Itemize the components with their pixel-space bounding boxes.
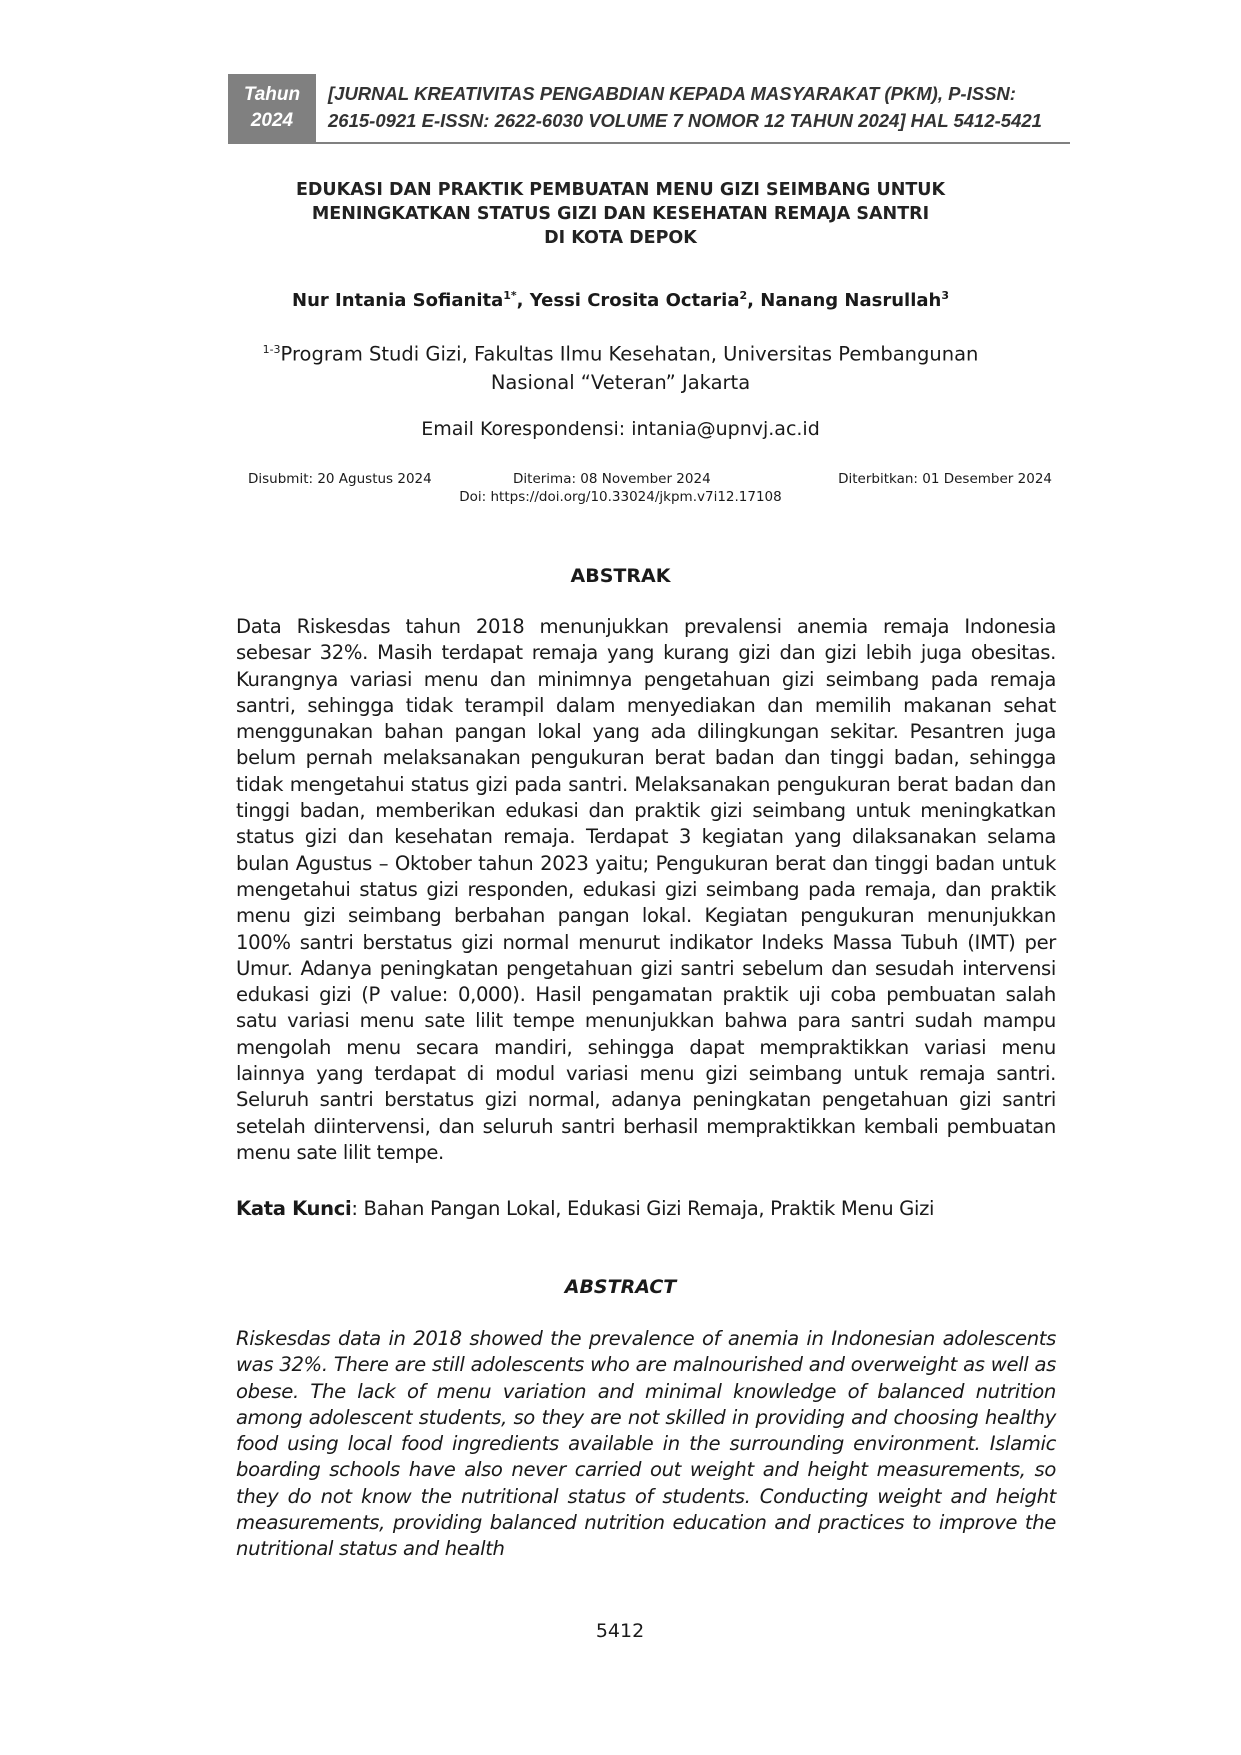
author-affiliation-mark: 3 bbox=[941, 289, 949, 302]
abstract-heading: ABSTRACT bbox=[564, 1276, 677, 1298]
year-label: Tahun bbox=[243, 84, 301, 105]
journal-citation-line-1: [JURNAL KREATIVITAS PENGABDIAN KEPADA MASYARAKAT (PKM), P-ISSN: bbox=[328, 83, 1016, 104]
abstrak-heading: ABSTRAK bbox=[570, 565, 671, 587]
abstrak-body: Data Riskesdas tahun 2018 menunjukkan prevalensi anemia remaja Indonesia sebesar 32%. Masih terdapat remaja yang kurang gizi dan gizi lebih juga obesitas. Kurangnya variasi menu dan minimnya pengetahuan gizi seimbang pada remaja santri, sehingga tidak terampil dalam menyediakan dan memilih makanan sehat menggunakan bahan pangan lokal yang ada dilingkungan sekitar. Pesantren juga belum pernah melaksanakan pengukuran berat badan dan tinggi badan, sehingga tidak mengetahui status gizi pada santri. Melaksanakan pengukuran berat badan dan tinggi badan, memberikan edukasi dan praktik gizi seimbang untuk meningkatkan status gizi dan kesehatan remaja. Terdapat 3 kegiatan yang dilaksanakan selama bulan Agustus – Oktober tahun 2023 yaitu; Pengukuran berat dan tinggi badan untuk mengetahui status gizi responden, edukasi gizi seimbang pada remaja, dan praktik menu gizi seimbang berbahan pangan lokal. Kegiatan pengukuran menunjukkan 100% santri berstatus gizi normal menurut indikator Indeks Massa Tubuh (IMT) per Umur. Adanya peningkatan pengetahuan gizi santri sebelum dan sesudah intervensi edukasi gizi (P value: 0,000). Hasil pengamatan praktik uji coba pembuatan salah satu variasi menu sate lilit tempe menunjukkan bahwa para santri sudah mampu mengolah menu secara mandiri, sehingga dapat mempraktikkan variasi menu lainnya yang terdapat di modul variasi menu gizi seimbang untuk remaja santri. Seluruh santri berstatus gizi normal, adanya peningkatan pengetahuan gizi santri setelah diintervensi, dan seluruh santri berhasil mempraktikkan kembali pembuatan menu sate lilit tempe. bbox=[236, 615, 1056, 1164]
affiliation-line-1: Program Studi Gizi, Fakultas Ilmu Kesehatan, Universitas Pembangunan bbox=[280, 342, 979, 366]
affiliation-line-2: Nasional “Veteran” Jakarta bbox=[490, 370, 751, 394]
author-name: Nanang Nasrullah bbox=[760, 290, 942, 311]
year-badge bbox=[228, 74, 316, 142]
author-separator: , bbox=[747, 290, 761, 311]
year-value: 2024 bbox=[250, 110, 294, 131]
submitted-date: Disubmit: 20 Agustus 2024 bbox=[248, 471, 432, 487]
keywords bbox=[236, 1196, 1056, 1222]
author-affiliation-mark: 2 bbox=[739, 289, 748, 302]
running-header bbox=[228, 74, 1070, 144]
paper-title-line-1: EDUKASI DAN PRAKTIK PEMBUATAN MENU GIZI SEIMBANG UNTUK bbox=[295, 180, 946, 200]
author-name: Nur Intania Sofianita bbox=[292, 290, 504, 311]
keywords-label: Kata Kunci bbox=[236, 1197, 352, 1220]
affiliation bbox=[240, 336, 1001, 397]
journal-citation bbox=[328, 80, 1070, 134]
accepted-date: Diterima: 08 November 2024 bbox=[513, 471, 711, 487]
correspondence-email: Email Korespondensi: intania@upnvj.ac.id bbox=[421, 418, 820, 440]
page-number: 5412 bbox=[595, 1620, 645, 1642]
keywords-text: Bahan Pangan Lokal, Edukasi Gizi Remaja, Praktik Menu Gizi bbox=[363, 1197, 935, 1220]
doi-link[interactable]: Doi: https://doi.org/10.33024/jkpm.v7i12.17108 bbox=[459, 489, 782, 505]
author-affiliation-mark: 1* bbox=[503, 289, 517, 302]
abstract-body: Riskesdas data in 2018 showed the prevalence of anemia in Indonesian adolescents was 32%. There are still adolescents who are malnourished and overweight as well as obese. The lack of menu variation and minimal knowledge of balanced nutrition among adolescent students, so they are not skilled in providing and choosing healthy food using local food ingredients available in the surrounding environment. Islamic boarding schools have also never carried out weight and height measurements, so they do not know the nutritional status of students. Conducting weight and height measurements, providing balanced nutrition education and practices to improve the nutritional status and health bbox=[236, 1327, 1056, 1561]
journal-citation-line-2: 2615-0921 E-ISSN: 2622-6030 VOLUME 7 NOMOR 12 TAHUN 2024] HAL 5412-5421 bbox=[328, 110, 1042, 131]
keywords-separator: : bbox=[351, 1197, 364, 1220]
paper-title-line-2: MENINGKATKAN STATUS GIZI DAN KESEHATAN REMAJA SANTRI bbox=[311, 204, 930, 224]
author-separator: , bbox=[516, 290, 530, 311]
published-date: Diterbitkan: 01 Desember 2024 bbox=[838, 471, 1052, 487]
paper-title-line-3: DI KOTA DEPOK bbox=[544, 228, 697, 248]
paper-title bbox=[200, 178, 1041, 250]
author-list bbox=[200, 284, 1041, 313]
affiliation-mark: 1-3 bbox=[262, 343, 281, 356]
author-name: Yessi Crosita Octaria bbox=[529, 290, 740, 311]
